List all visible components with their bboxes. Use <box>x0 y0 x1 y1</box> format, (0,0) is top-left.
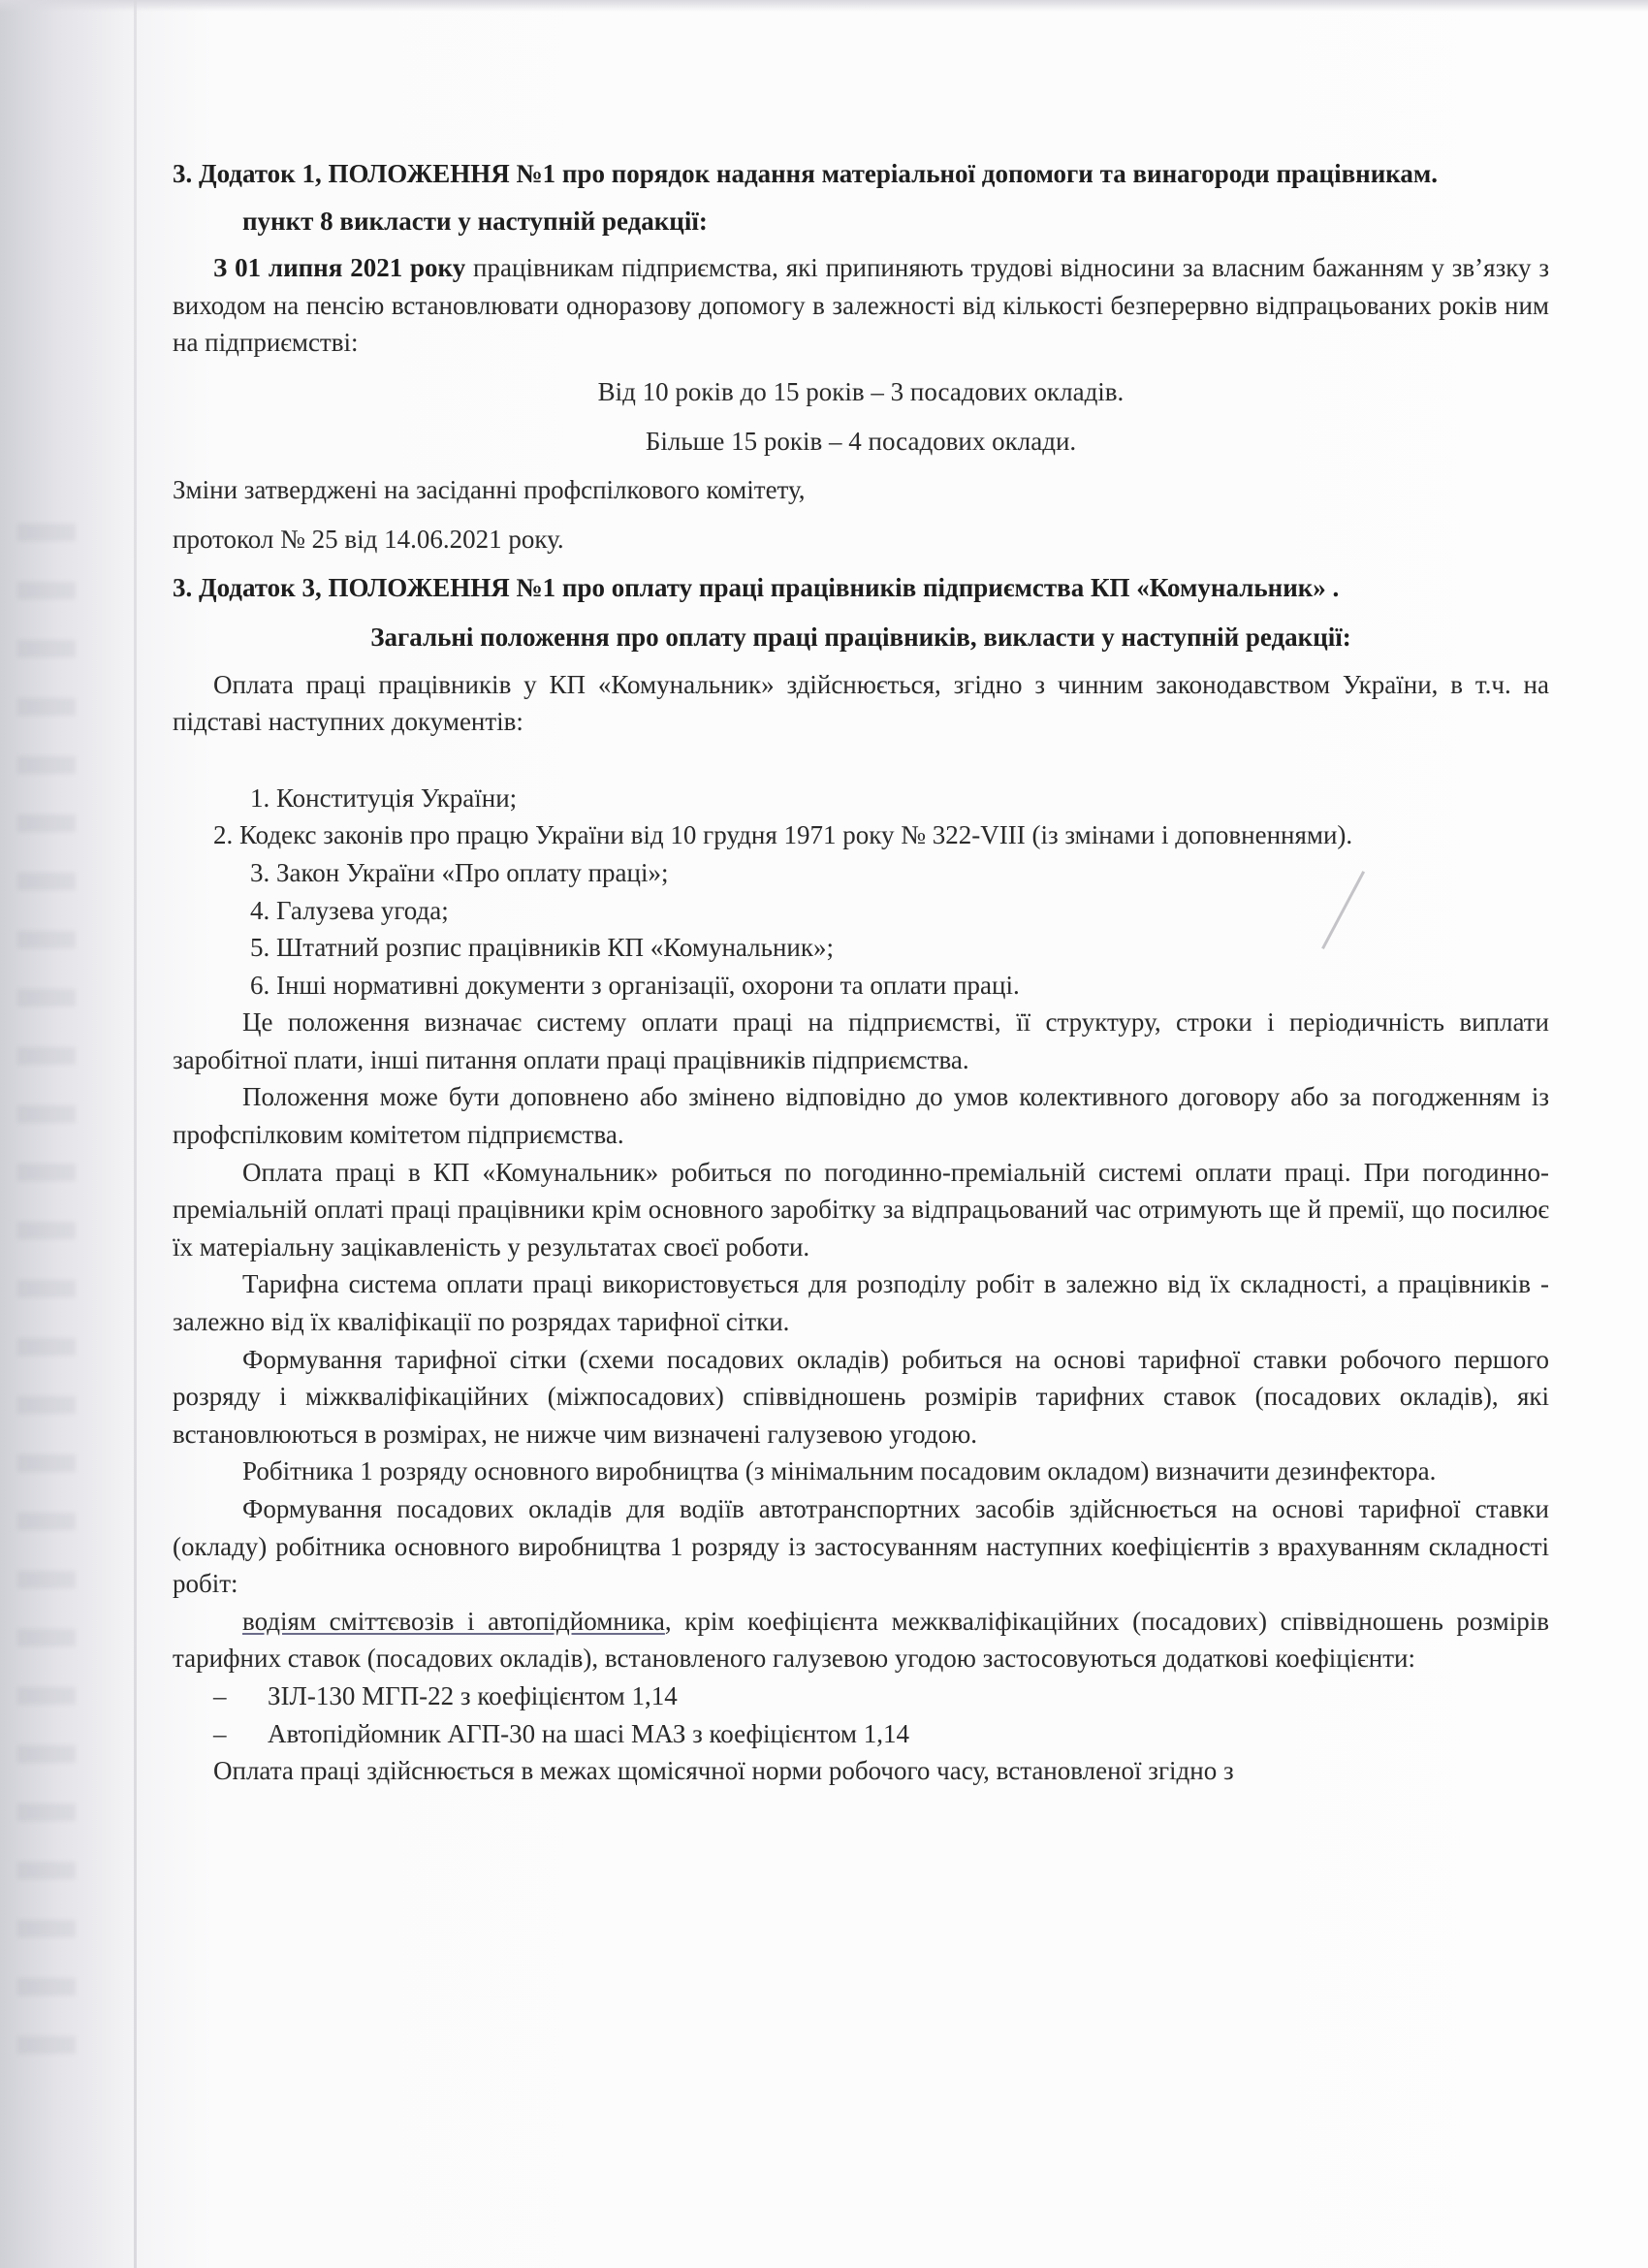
protocol-line: протокол № 25 від 14.06.2021 року. <box>173 524 564 554</box>
dash-list-item <box>173 1677 1549 1715</box>
paragraph: Оплата праці в КП «Комунальник» робиться по погодинно-преміальній системі оплати праці. При погодинно-преміальній оплаті праці працівники крім основного заробітку за відпрацьований час отримують ще й премії, що посилює їх матеріальну зацікавленість у результатах своєї роботи. <box>173 1157 1549 1262</box>
section-b-intro: Оплата праці працівників у КП «Комунальник» здійснюється, згідно з чинним законодавством України, в т.ч. на підставі наступних документів: <box>173 669 1549 737</box>
section-a-paragraph <box>173 249 1549 362</box>
date-bold: З 01 липня 2021 року <box>213 253 466 283</box>
list-item: 3. Закон України «Про оплату праці»; <box>250 857 669 887</box>
approval-line: Зміни затверджені на засіданні профспілкового комітету, <box>173 475 806 505</box>
paragraph: Оплата праці здійснюється в межах щомісячної норми робочого часу, встановленої згідно з <box>213 1756 1234 1786</box>
dash-list-item <box>173 1715 1549 1753</box>
benefit-line-1: Від 10 років до 15 років – 3 посадових окладів. <box>597 376 1125 406</box>
section-a-heading: 3. Додаток 1, ПОЛОЖЕННЯ №1 про порядок надання матеріальної допомоги та винагороди працівникам. <box>173 159 1439 188</box>
paragraph: Положення може бути доповнено або змінено відповідно до умов колективного договору або за погодженням із профспілковим комітетом підприємства. <box>173 1082 1549 1150</box>
underlined-phrase: водіям сміттєвозів і автопідйомника <box>242 1606 665 1636</box>
list-item: 4. Галузева угода; <box>250 895 449 925</box>
benefit-line-2: Більше 15 років – 4 посадових оклади. <box>645 426 1077 456</box>
list-item: 6. Інші нормативні документи з організації, охорони та оплати праці. <box>250 970 1020 1000</box>
dash-item-text: ЗІЛ-130 МГП-22 з коефіцієнтом 1,14 <box>268 1680 678 1710</box>
paragraph-rest: , крім коефіцієнта межкваліфікаційних (посадових) співвідношень розмірів тарифних ставок (посадових окладів), встановленого галузевою угодою застосовуються додаткові коефіцієнти: <box>173 1606 1549 1674</box>
list-item: 5. Штатний розпис працівників КП «Комунальник»; <box>250 933 834 963</box>
section-b-subheading: Загальні положення про оплату праці працівників, викласти у наступній редакції: <box>370 622 1351 652</box>
paragraph <box>173 1603 1549 1677</box>
paragraph: Формування тарифної сітки (схеми посадових окладів) робиться на основі тарифної ставки робочого першого розряду і міжкваліфікаційних (міжпосадових) співвідношень розмірів тарифних ставок (посадових окладів), які встановлюються в розмірах, не нижче чим визначені галузевою угодою. <box>173 1344 1549 1449</box>
scan-edge-marks <box>17 524 76 2075</box>
section-b-heading: 3. Додаток 3, ПОЛОЖЕННЯ №1 про оплату праці працівників підприємства КП «Комунальник» . <box>173 573 1340 603</box>
page-fold <box>134 0 137 2268</box>
paragraph: Робітника 1 розряду основного виробництва (з мінімальним посадовим окладом) визначити дезинфектора. <box>242 1456 1437 1486</box>
paragraph: Це положення визначає систему оплати праці на підприємстві, її структуру, строки і періодичність виплати заробітної плати, інші питання оплати праці працівників підприємства. <box>173 1007 1549 1074</box>
dash-item-text: Автопідйомник АГП-30 на шасі МАЗ з коефіцієнтом 1,14 <box>268 1718 909 1748</box>
paragraph-rest: працівникам підприємства, які припиняють трудові відносини за власним бажанням у зв’язку з виходом на пенсію встановлювати одноразову допомогу в залежності від кількості безперервно відпрацьованих років ним на підприємстві: <box>173 253 1549 358</box>
list-item: 2. Кодекс законів про працю України від 10 грудня 1971 року № 322-VIII (із змінами і доповненнями). <box>213 820 1353 850</box>
paragraph: Тарифна система оплати праці використовується для розподілу робіт в залежно від їх складності, а працівників - залежно від їх кваліфікації по розрядах тарифної сітки. <box>173 1269 1549 1337</box>
paragraph: Формування посадових окладів для водіїв автотранспортних засобів здійснюється на основі тарифної ставки (окладу) робітника основного виробництва 1 розряду із застосуванням наступних коефіцієнтів з врахуванням складності робіт: <box>173 1494 1549 1599</box>
list-item: 1. Конституція України; <box>250 783 518 813</box>
section-a-subheading: пункт 8 викласти у наступній редакції: <box>242 206 708 236</box>
dash-bullet: – <box>213 1680 227 1710</box>
dash-bullet: – <box>213 1718 227 1748</box>
document-body <box>173 155 1549 1790</box>
